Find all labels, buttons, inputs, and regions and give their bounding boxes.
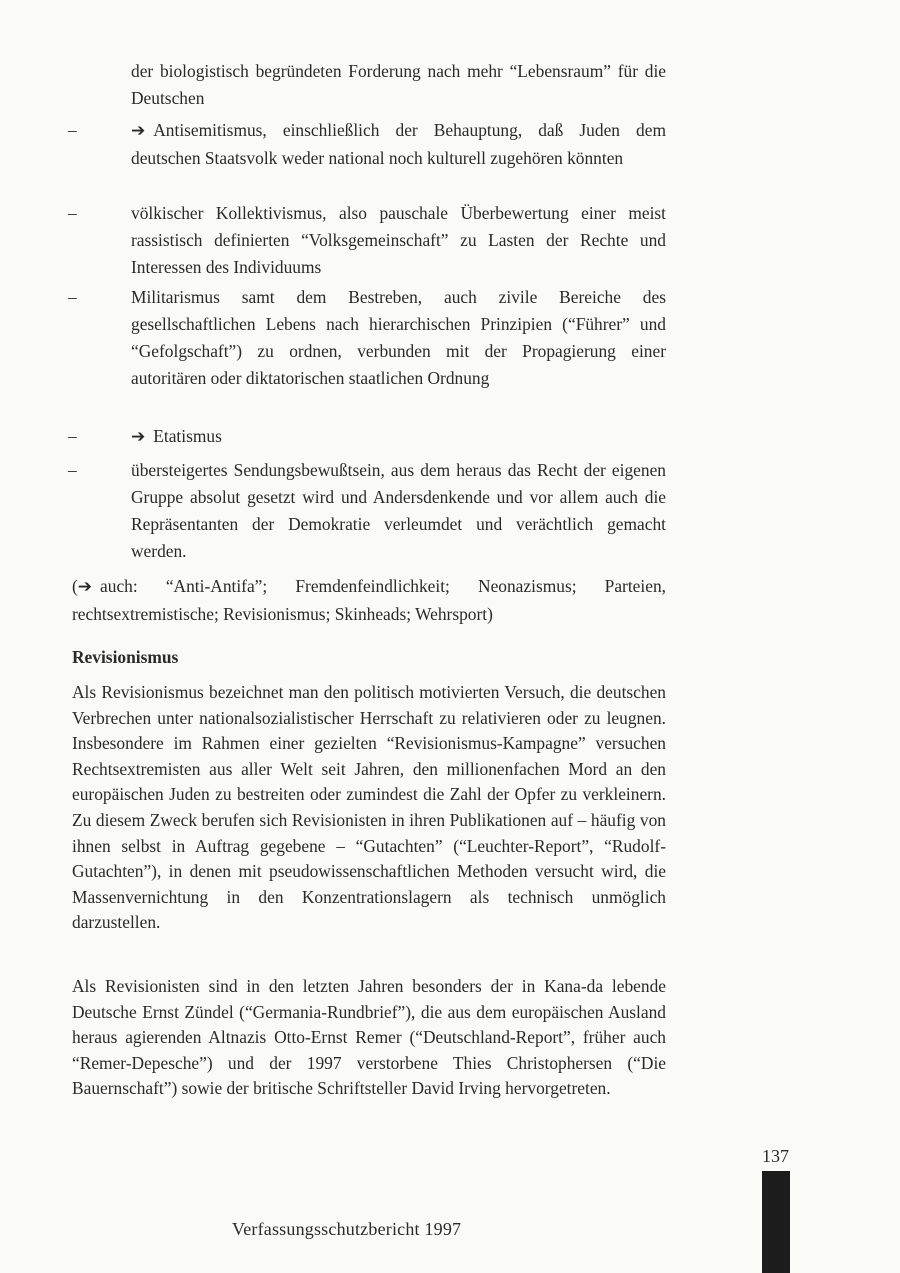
right-arrow-icon: ➔ — [131, 427, 146, 447]
list-dash: – — [68, 426, 77, 446]
footer-text: Verfassungsschutzbericht 1997 — [232, 1219, 462, 1239]
list-item-text: völkischer Kollektivismus, also pauschale Überbewertung einer meist rassistisch definierten “Volksgemeinschaft” zu Lasten der Rechte und Interessen des Individuums — [131, 203, 666, 277]
see-also-text: auch: “Anti-Antifa”; Fremdenfeindlichkeit; Neonazismus; Parteien, rechtsextremistische; Revisionismus; Skinheads; Wehrsport) — [72, 576, 666, 624]
list-item-text: Militarismus samt dem Bestreben, auch zivile Bereiche des gesellschaftlichen Lebens nach hierarchischen Prinzipien (“Führer” und “Gefolgschaft”) zu ordnen, verbunden mit der Propagierung einer autoritären oder diktatorischen staatlichen Ordnung — [131, 287, 666, 388]
list-item-text: Antisemitismus, einschließlich der Behauptung, daß Juden dem deutschen Staatsvolk weder national noch kulturell zugehören könnten — [131, 120, 666, 168]
page-edge-marker — [762, 1171, 790, 1273]
page-number: 137 — [762, 1146, 789, 1166]
list-item-text: übersteigertes Sendungsbewußtsein, aus dem heraus das Recht der eigenen Gruppe absolut gesetzt wird und Andersdenkende und vor allem auch die Repräsentanten der Demokratie verleumdet und verächtlich gemacht werden. — [131, 460, 666, 561]
paragraph: Als Revisionisten sind in den letzten Jahren besonders der in Kana-da lebende Deutsche Ernst Zündel (“Germania-Rundbrief”), die aus dem europäischen Ausland heraus agierenden Altnazis Otto-Ernst Remer (“Deutschland-Report”, früher auch “Remer-Depesche”) und der 1997 verstorbene Thies Christophersen (“Die Bauernschaft”) sowie der britische Schriftsteller David Irving hervorgetreten. — [72, 976, 666, 1099]
list-dash: – — [68, 203, 77, 223]
right-arrow-icon: ➔ — [131, 121, 146, 141]
list-dash: – — [68, 287, 77, 307]
section-heading: Revisionismus — [72, 647, 179, 667]
right-arrow-icon: ➔ — [77, 577, 93, 597]
see-also-note: (➔ auch: “Anti-Antifa”; Fremdenfeindlichkeit; Neonazismus; Parteien, rechtsextremistische; Revisionismus; Skinheads; Wehrsport) — [72, 576, 666, 624]
intro-text: der biologistisch begründeten Forderung nach mehr “Lebensraum” für die Deutschen — [131, 61, 666, 108]
list-dash: – — [68, 460, 77, 480]
list-dash: – — [68, 120, 77, 140]
paragraph: Als Revisionismus bezeichnet man den politisch motivierten Versuch, die deutschen Verbrechen unter nationalsozialistischer Herrschaft zu relativieren oder zu leugnen. Insbesondere im Rahmen einer gezielten “Revisionismus-Kampagne” versuchen Rechtsextremisten aus aller Welt seit Jahren, den millionenfachen Mord an den europäischen Juden zu bestreiten oder zumindest die Zahl der Opfer zu verkleinern. Zu diesem Zweck berufen sich Revisionisten in ihren Publikationen auf – häufig von ihnen selbst in Auftrag gegebene – “Gutachten” (“Leuchter-Report”, “Rudolf-Gutachten”), in denen mit pseudowissenschaftlichen Methoden versucht wird, die Massenvernichtung in den Konzentrationslagern als technisch unmöglich darzustellen. — [72, 682, 666, 933]
list-item-text: Etatismus — [153, 426, 222, 446]
